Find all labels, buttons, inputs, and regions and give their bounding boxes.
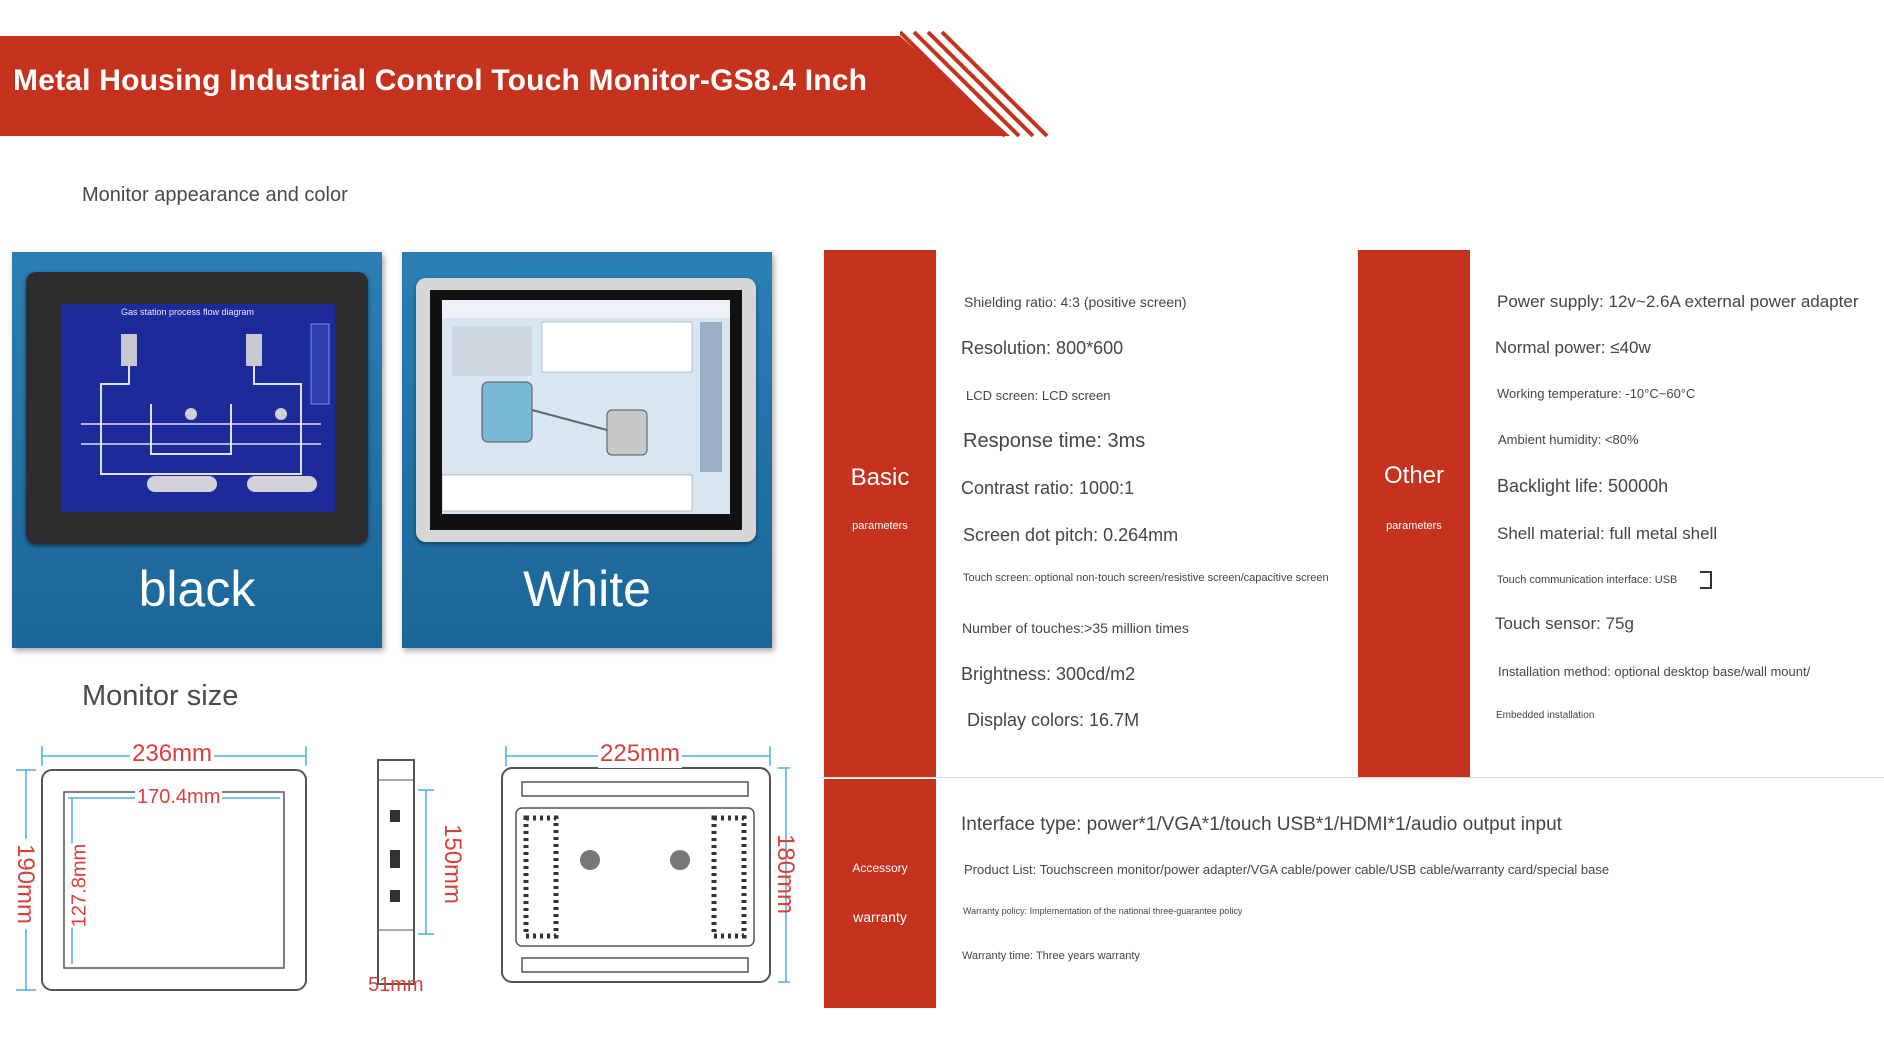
basic-spec-7: Touch screen: optional non-touch screen/resistive screen/capacitive screen — [963, 572, 1329, 584]
black-monitor-image — [26, 272, 368, 544]
other-spec-6: Shell material: full metal shell — [1497, 524, 1718, 543]
other-spec-10: Embedded installation — [1496, 710, 1595, 721]
other-subtitle: parameters — [1386, 520, 1442, 532]
accessory-spec-3: Warranty policy: Implementation of the national three-guarantee policy — [963, 906, 1243, 916]
color-card-white — [402, 252, 772, 648]
spec-divider — [820, 777, 1884, 778]
back-width-label: 225mm — [600, 740, 681, 767]
warranty-title: warranty — [853, 909, 907, 925]
process-flow-diagram — [61, 304, 335, 512]
page-title: Metal Housing Industrial Control Touch Monitor-GS8.4 Inch — [13, 64, 868, 97]
front-inner-height-label: 127.8mm — [68, 843, 91, 928]
basic-spec-4: Response time: 3ms — [963, 430, 1146, 452]
basic-spec-1: Shielding ratio: 4:3 (positive screen) — [964, 294, 1187, 310]
basic-subtitle: parameters — [852, 520, 908, 532]
other-spec-5: Backlight life: 50000h — [1497, 476, 1669, 496]
side-dimension-drawing — [370, 750, 470, 1010]
accessory-warranty-header — [824, 779, 936, 1008]
white-monitor-image — [416, 278, 756, 542]
size-heading: Monitor size — [82, 680, 239, 712]
basic-spec-2: Resolution: 800*600 — [961, 338, 1124, 358]
accessory-spec-2: Product List: Touchscreen monitor/power adapter/VGA cable/power cable/USB cable/warranty card/special base — [964, 862, 1610, 877]
front-width-label: 236mm — [132, 740, 213, 767]
basic-title: Basic — [850, 464, 910, 491]
bracket-glyph-icon — [1700, 571, 1712, 589]
other-spec-3: Working temperature: -10°C~60°C — [1497, 386, 1696, 401]
screen-title: Gas station process flow diagram — [121, 307, 255, 317]
other-spec-8: Touch sensor: 75g — [1495, 614, 1634, 633]
other-spec-4: Ambient humidity: <80% — [1498, 432, 1639, 447]
accessory-spec-1: Interface type: power*1/VGA*1/touch USB*1/HDMI*1/audio output input — [961, 814, 1562, 835]
basic-spec-5: Contrast ratio: 1000:1 — [961, 478, 1135, 498]
side-depth-label: 51mm — [368, 974, 424, 996]
other-title: Other — [1383, 462, 1445, 489]
front-height-label: 190mm — [11, 839, 39, 929]
other-parameters-header — [1358, 250, 1470, 777]
process-flow-screen — [61, 304, 335, 512]
side-height-label: 150mm — [439, 824, 466, 905]
basic-spec-10: Display colors: 16.7M — [967, 710, 1140, 730]
color-card-black — [12, 252, 382, 648]
other-spec-2: Normal power: ≤40w — [1495, 338, 1651, 357]
basic-spec-6: Screen dot pitch: 0.264mm — [963, 525, 1179, 545]
basic-spec-8: Number of touches:>35 million times — [962, 620, 1189, 636]
color-label-black: black — [138, 561, 256, 617]
back-height-label: 180mm — [772, 833, 799, 915]
accessory-title: Accessory — [852, 861, 908, 875]
white-monitor-bezel — [430, 290, 742, 530]
color-label-white: White — [523, 561, 651, 617]
other-spec-7: Touch communication interface: USB — [1497, 574, 1678, 586]
front-inner-width-label: 170.4mm — [137, 786, 221, 808]
banner-stripes-decoration — [900, 30, 1060, 140]
basic-spec-3: LCD screen: LCD screen — [966, 388, 1111, 403]
scada-diagram — [442, 300, 730, 514]
other-spec-9: Installation method: optional desktop base/wall mount/ — [1498, 664, 1811, 679]
basic-parameters-header — [824, 250, 936, 777]
appearance-heading: Monitor appearance and color — [82, 184, 348, 206]
accessory-spec-4: Warranty time: Three years warranty — [962, 950, 1140, 962]
other-spec-1: Power supply: 12v~2.6A external power adapter — [1497, 292, 1859, 311]
front-dimension-drawing — [10, 740, 310, 1000]
basic-spec-9: Brightness: 300cd/m2 — [961, 664, 1136, 684]
scada-screen — [442, 300, 730, 514]
back-dimension-drawing — [490, 740, 799, 1000]
